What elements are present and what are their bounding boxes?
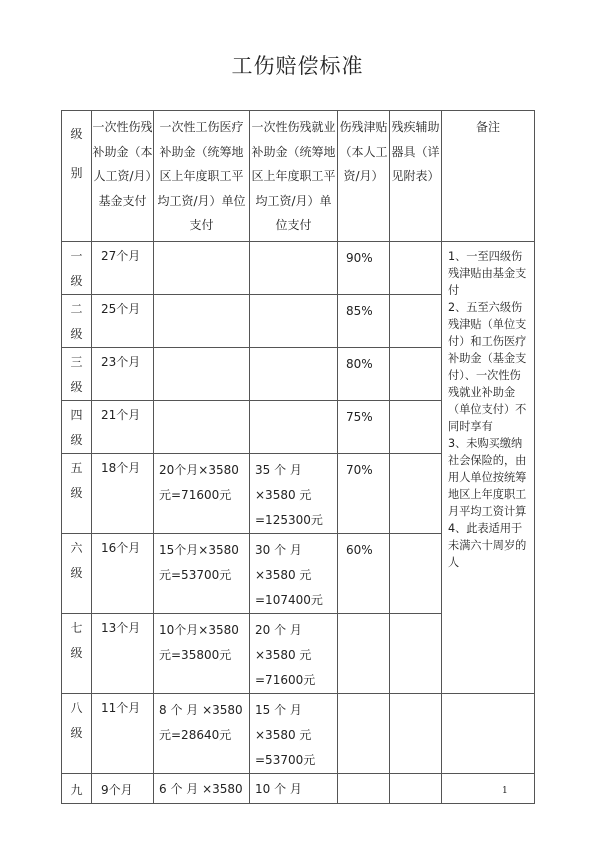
employment-cell: 30 个 月×3580 元=107400元	[250, 534, 338, 614]
months-cell: 18个月	[92, 454, 154, 534]
table-row	[62, 242, 535, 295]
employment-cell	[250, 242, 338, 295]
allowance-cell	[338, 694, 390, 774]
assistive-cell	[390, 401, 442, 454]
employment-cell	[250, 348, 338, 401]
remarks-cell-empty	[442, 694, 535, 774]
months-cell: 25个月	[92, 295, 154, 348]
header-medical-subsidy: 一次性工伤医疗补助金（统筹地区上年度职工平均工资/月）单位支付	[154, 111, 250, 242]
header-disability-subsidy: 一次性伤残补助金（本人工资/月）基金支付	[92, 111, 154, 242]
medical-cell	[154, 348, 250, 401]
employment-cell: 15 个 月×3580 元=53700元	[250, 694, 338, 774]
employment-cell: 20 个 月×3580 元=71600元	[250, 614, 338, 694]
level-cell: 九	[62, 774, 92, 804]
allowance-cell: 70%	[338, 454, 390, 534]
table-row	[62, 774, 535, 804]
table-header-row	[62, 111, 535, 242]
medical-cell: 20个月×3580元=71600元	[154, 454, 250, 534]
medical-cell: 6 个 月 ×3580	[154, 774, 250, 804]
level-cell: 四级	[70, 408, 83, 447]
header-employment-subsidy: 一次性伤残就业补助金（统筹地区上年度职工平均工资/月）单位支付	[250, 111, 338, 242]
employment-cell	[250, 401, 338, 454]
assistive-cell	[390, 694, 442, 774]
level-cell: 一级	[70, 249, 83, 288]
table-row	[62, 694, 535, 774]
assistive-cell	[390, 534, 442, 614]
assistive-cell	[390, 295, 442, 348]
remark-1: 1、一至四级伤残津贴由基金支付	[448, 250, 527, 297]
level-cell: 六级	[70, 541, 83, 580]
months-cell: 23个月	[92, 348, 154, 401]
level-cell: 五级	[70, 461, 83, 500]
medical-cell	[154, 295, 250, 348]
level-cell: 八级	[70, 701, 83, 740]
allowance-cell	[338, 614, 390, 694]
months-cell: 11个月	[92, 694, 154, 774]
allowance-cell: 80%	[338, 348, 390, 401]
header-remarks: 备注	[442, 111, 535, 242]
remarks-cell-empty	[442, 774, 535, 804]
level-cell: 七级	[70, 621, 83, 660]
remark-4: 4、此表适用于未满六十周岁的人	[448, 522, 527, 569]
medical-cell: 10个月×3580元=35800元	[154, 614, 250, 694]
medical-cell: 8 个 月 ×3580元=28640元	[154, 694, 250, 774]
level-cell: 二级	[70, 302, 83, 341]
months-cell: 21个月	[92, 401, 154, 454]
header-assistive-devices: 残疾辅助器具（详见附表）	[390, 111, 442, 242]
employment-cell: 10 个 月	[250, 774, 338, 804]
medical-cell	[154, 242, 250, 295]
page-number: 1	[502, 786, 508, 796]
header-disability-allowance: 伤残津贴（本人工资/月）	[338, 111, 390, 242]
medical-cell: 15个月×3580元=53700元	[154, 534, 250, 614]
remark-3: 3、未购买缴纳社会保险的，由用人单位按统筹地区上年度职工月平均工资计算	[448, 437, 527, 518]
allowance-cell: 85%	[338, 295, 390, 348]
compensation-table	[61, 110, 535, 804]
header-level: 级别	[62, 111, 92, 242]
remark-2: 2、五至六级伤残津贴（单位支付）和工伤医疗补助金（基金支付）、一次性伤残就业补助金（单位支付）不同时享有	[448, 301, 527, 433]
months-cell: 13个月	[92, 614, 154, 694]
months-cell: 16个月	[92, 534, 154, 614]
months-cell: 9个月	[92, 774, 154, 804]
assistive-cell	[390, 242, 442, 295]
allowance-cell	[338, 774, 390, 804]
medical-cell	[154, 401, 250, 454]
employment-cell: 35 个 月×3580 元=125300元	[250, 454, 338, 534]
assistive-cell	[390, 348, 442, 401]
assistive-cell	[390, 454, 442, 534]
level-cell: 三级	[70, 355, 83, 394]
allowance-cell: 90%	[338, 242, 390, 295]
assistive-cell	[390, 614, 442, 694]
assistive-cell	[390, 774, 442, 804]
page-title: 工伤赔偿标准	[231, 54, 364, 78]
months-cell: 27个月	[92, 242, 154, 295]
remarks-cell	[442, 242, 535, 694]
allowance-cell: 75%	[338, 401, 390, 454]
employment-cell	[250, 295, 338, 348]
allowance-cell: 60%	[338, 534, 390, 614]
